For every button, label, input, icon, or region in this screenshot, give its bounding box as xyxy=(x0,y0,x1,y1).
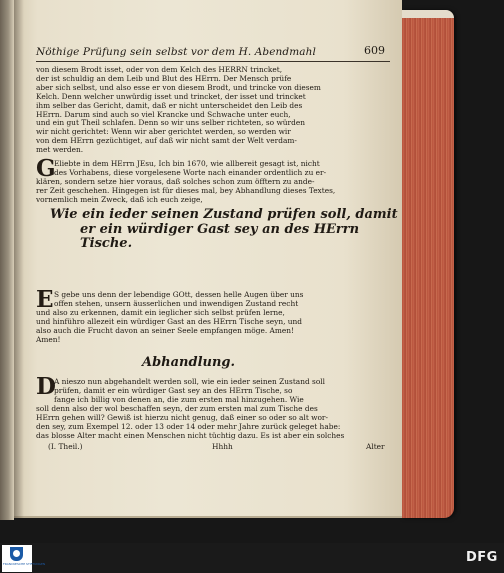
page-number: 609 xyxy=(364,44,385,57)
text-line: HErrn gehen will? Gewiß ist hierzu nicht genug, daß einer so oder so alt wor- xyxy=(36,412,328,422)
footer-signature-mark: Hhhh xyxy=(212,442,233,451)
text-line: HErrn. Darum sind auch so viel Krancke und Schwache unter euch, xyxy=(36,109,291,119)
text-line: offen stehen, unsern äusserlichen und inwendigen Zustand recht xyxy=(54,298,299,308)
text-line: soll denn also der wol beschaffen seyn, der zum ersten mal zum Tische des xyxy=(36,404,318,413)
heading-line: Wie ein ieder seinen Zustand prüfen soll, damit xyxy=(50,207,398,222)
text-line: und hinführo allezeit ein würdiger Gast an des HErrn Tische seyn, und xyxy=(36,316,303,326)
text-line: den sey, zum Exempel 12. oder 13 oder 14 oder mehr Jahre zurück geleget habe: xyxy=(36,421,341,431)
footer-part-number: (I. Theil.) xyxy=(48,442,83,451)
paragraph-treatise xyxy=(54,378,325,405)
text-line: und ein gut Theil schlafen. Denn so wir uns selber richteten, so würden xyxy=(36,118,305,128)
text-line: das blosse Alter macht einen Menschen nicht tüchtig dazu. Es ist aber ein solches xyxy=(36,430,345,440)
drop-cap-initial: E xyxy=(36,286,54,313)
text-line: Eliebte in dem HErrn JEsu, Ich bin 1670, wie allbereit gesagt ist, nicht xyxy=(54,159,320,168)
text-line: prüfen, damit er ein würdiger Gast sey an des HErrn Tische, so xyxy=(54,385,293,395)
drop-cap-initial: G xyxy=(36,155,56,182)
text-line: von dem HErrn gezüchtiget, auf daß wir nicht samt der Welt verdam- xyxy=(36,136,297,146)
book-fore-edge-top xyxy=(402,10,454,18)
text-line: wir nicht gerichtet: Wenn wir aber gerichtet werden, so werden wir xyxy=(36,127,291,137)
text-line: A nieszo nun abgehandelt werden soll, wie ein ieder seinen Zustand soll xyxy=(54,377,325,386)
paragraph-prayer xyxy=(54,291,303,309)
text-line: Amen! xyxy=(36,334,61,344)
text-line: und also zu erkennen, damit ein ieglicher sich selbst prüfen lerne, xyxy=(36,308,285,317)
header-rule xyxy=(36,61,390,62)
dfg-logo[interactable]: DFG xyxy=(466,550,498,565)
text-line: met werden. xyxy=(36,145,84,155)
text-line: ihm selber das Gericht, damit, daß er nicht unterscheidet den Leib des xyxy=(36,100,303,110)
paragraph-scripture-quote xyxy=(36,66,321,155)
text-line: Kelch. Denn welcher unwürdig isset und trincket, der isset und trincket xyxy=(36,91,306,101)
text-line: von diesem Brodt isset, oder von dem Kelch des HERRN trincket, xyxy=(36,65,283,74)
footer-catchword: Alter xyxy=(366,442,385,451)
shield-icon xyxy=(10,547,23,561)
viewer-footer-bar xyxy=(0,543,504,573)
book-fore-edge xyxy=(402,10,454,518)
section-heading xyxy=(50,208,398,252)
library-logo-text: FRANCKESCHE STIFTUNGEN xyxy=(3,562,46,566)
page-gutter-shadow xyxy=(14,0,24,518)
heading-line: Tische. xyxy=(80,236,133,251)
text-line: fange ich billig von denen an, die zum ersten mal hinzugehen. Wie xyxy=(54,394,304,404)
paragraph-treatise-cont xyxy=(36,405,344,441)
paragraph-introduction xyxy=(54,160,326,178)
text-line: der ist schuldig an dem Leib und Blut des HErrn. Der Mensch prüfe xyxy=(36,73,292,83)
left-page-edge xyxy=(0,0,14,520)
text-line: vornemlich mein Zweck, daß ich euch zeige, xyxy=(36,194,203,204)
text-line: also auch die Frucht davon an seiner Seele empfangen möge. Amen! xyxy=(36,325,295,335)
paragraph-introduction-cont xyxy=(36,178,335,205)
heading-line: er ein würdiger Gast sey an des HErrn xyxy=(80,221,360,237)
text-line: rer Zeit geschehen. Hingegen ist für dieses mal, bey Abhandlung dieses Textes, xyxy=(36,185,336,195)
running-head: Nöthige Prüfung sein selbst vor dem H. Abendmahl xyxy=(36,46,316,58)
text-line: des Vorhabens, diese vorgelesene Worte nach einander ordentlich zu er- xyxy=(54,167,327,177)
abhandlung-heading: Abhandlung. xyxy=(142,355,236,370)
text-line: klären, sondern setze hier voraus, daß solches schon zum öfftern zu ande- xyxy=(36,177,315,186)
text-line: S gebe uns denn der lebendige GOtt, dessen helle Augen über uns xyxy=(54,290,304,299)
paragraph-prayer-cont xyxy=(36,309,302,345)
drop-cap-initial: D xyxy=(36,373,56,400)
text-line: aber sich selbst, und also esse er von diesem Brodt, und trincke von diesem xyxy=(36,82,321,92)
